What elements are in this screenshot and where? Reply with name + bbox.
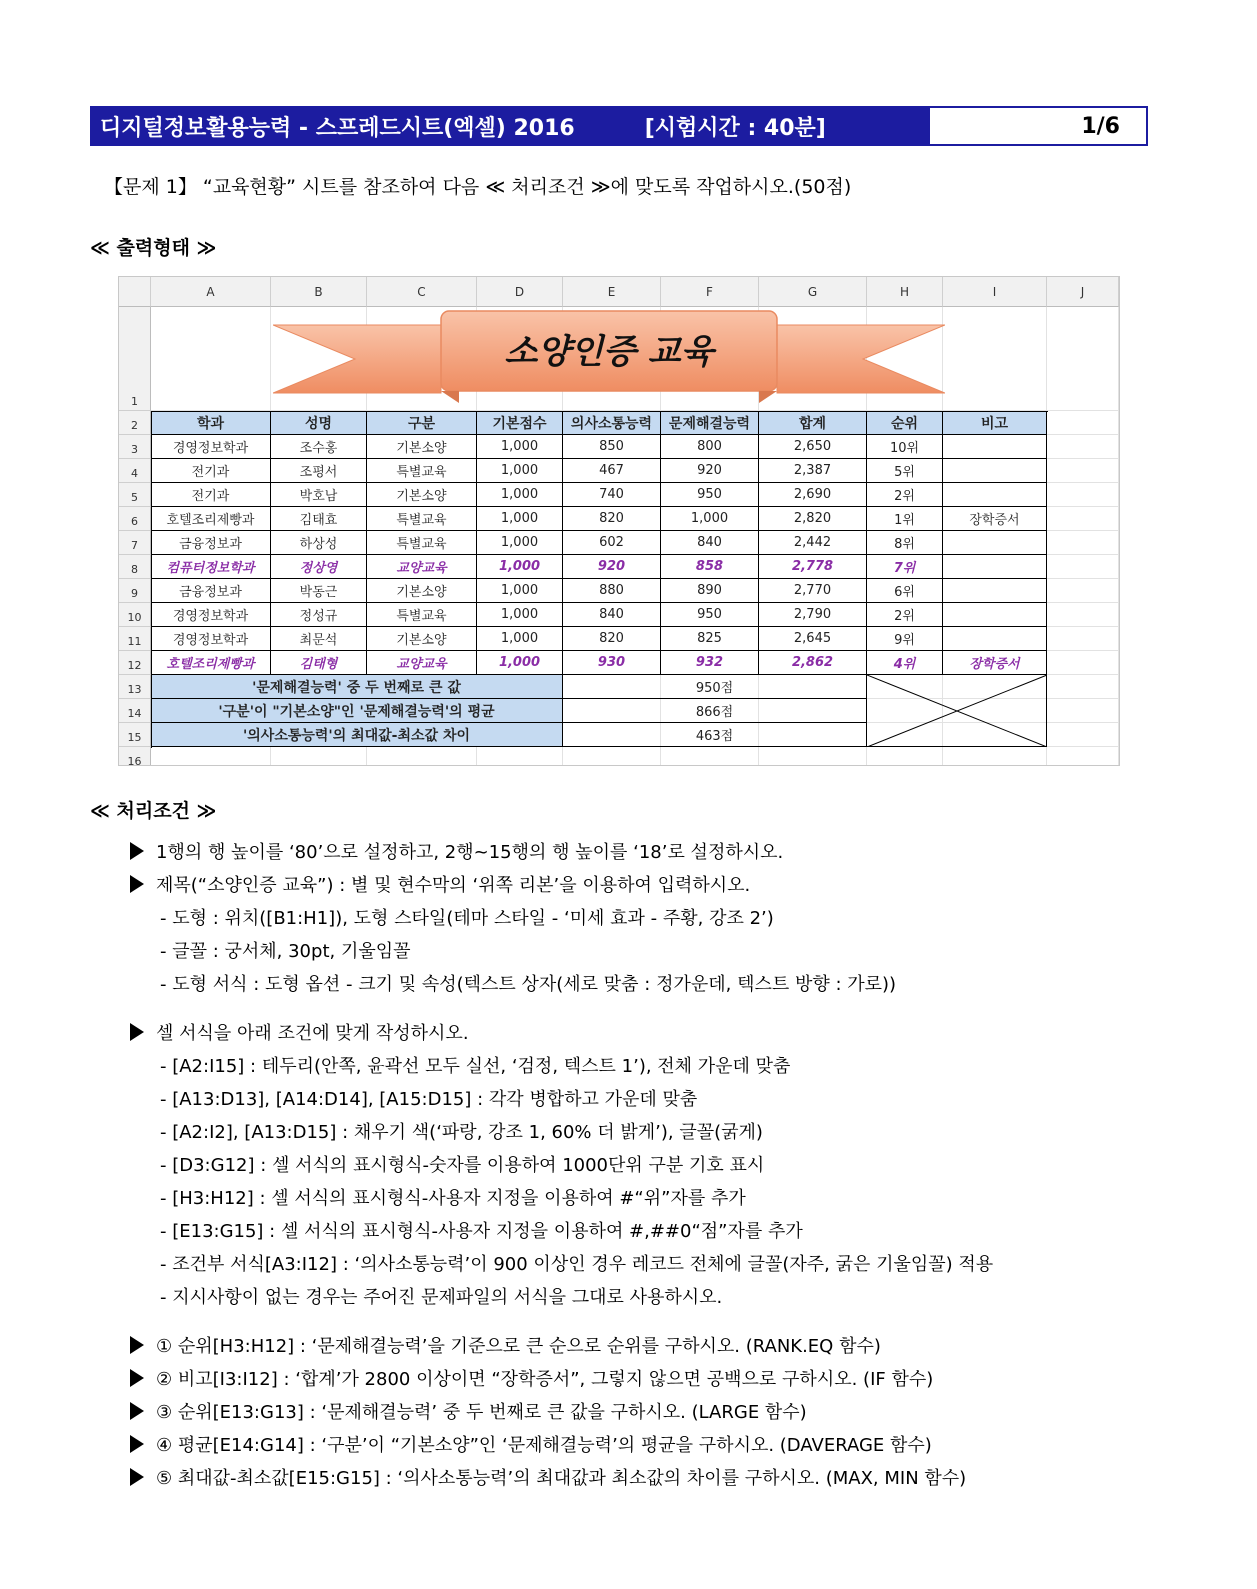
bullet-triangle-icon	[130, 1336, 144, 1354]
data-cell[interactable]: 장학증서	[943, 507, 1047, 531]
condition-text: - [A2:I2], [A13:D15] : 채우기 색(‘파랑, 강조 1, 60% 더 밝게’), 글꼴(굵게)	[160, 1122, 763, 1143]
data-cell[interactable]: 7위	[867, 555, 943, 579]
data-cell[interactable]: 1,000	[477, 579, 563, 603]
data-cell[interactable]: 하상성	[271, 531, 367, 555]
data-cell[interactable]: 1,000	[477, 531, 563, 555]
condition-text: ④ 평균[E14:G14] : ‘구분’이 “기본소양”인 ‘문제해결능력’의 평균을 구하시오. (DAVERAGE 함수)	[156, 1435, 932, 1456]
column-header-C[interactable]: C	[367, 277, 477, 307]
exam-time: [시험시간 : 40분]	[644, 115, 826, 141]
data-cell[interactable]: 경영정보학과	[151, 435, 271, 459]
data-cell[interactable]: 호텔조리제빵과	[151, 651, 271, 675]
ribbon-title-shape	[273, 307, 945, 411]
data-cell[interactable]: 김태형	[271, 651, 367, 675]
data-cell[interactable]: 2,790	[759, 603, 867, 627]
page-number: 1/6	[1081, 113, 1120, 139]
row-header-6[interactable]: 6	[119, 507, 151, 531]
row-header-8[interactable]: 8	[119, 555, 151, 579]
column-header-I[interactable]: I	[943, 277, 1047, 307]
condition-text: ③ 순위[E13:G13] : ‘문제해결능력’ 중 두 번째로 큰 값을 구하시오. (LARGE 함수)	[156, 1402, 807, 1423]
data-cell[interactable]: 기본소양	[367, 579, 477, 603]
condition-text: 1행의 행 높이를 ‘80’으로 설정하고, 2행~15행의 행 높이를 ‘18’로 설정하시오.	[156, 842, 784, 863]
data-cell[interactable]	[943, 459, 1047, 483]
data-cell[interactable]: 2위	[867, 483, 943, 507]
bullet-triangle-icon	[130, 842, 144, 860]
condition-subitem	[160, 970, 896, 996]
condition-subitem	[160, 1184, 746, 1210]
column-header-E[interactable]: E	[563, 277, 661, 307]
data-cell[interactable]: 825	[661, 627, 759, 651]
data-cell[interactable]: 2,690	[759, 483, 867, 507]
data-cell[interactable]: 박호남	[271, 483, 367, 507]
data-cell[interactable]: 2,862	[759, 651, 867, 675]
data-cell[interactable]: 기본소양	[367, 483, 477, 507]
data-cell[interactable]: 920	[661, 459, 759, 483]
blank-x-box	[867, 675, 1047, 747]
condition-item	[130, 1431, 932, 1457]
data-cell[interactable]: 9위	[867, 627, 943, 651]
row-header-15[interactable]: 15	[119, 723, 151, 747]
data-cell[interactable]	[943, 483, 1047, 507]
data-cell[interactable]: 2,387	[759, 459, 867, 483]
data-cell[interactable]: 800	[661, 435, 759, 459]
data-cell[interactable]: 850	[563, 435, 661, 459]
condition-subitem	[160, 937, 411, 963]
summary-value[interactable]: 463점	[563, 723, 867, 747]
column-header-D[interactable]: D	[477, 277, 563, 307]
data-cell[interactable]: 김태효	[271, 507, 367, 531]
data-cell[interactable]: 820	[563, 627, 661, 651]
condition-item	[130, 1464, 966, 1490]
condition-text: - [D3:G12] : 셀 서식의 표시형식-숫자를 이용하여 1000단위 구분 기호 표시	[160, 1155, 765, 1176]
data-cell[interactable]: 경영정보학과	[151, 627, 271, 651]
spreadsheet	[118, 276, 1120, 766]
column-header-F[interactable]: F	[661, 277, 759, 307]
summary-value[interactable]: 950점	[563, 675, 867, 699]
data-cell[interactable]: 1,000	[477, 459, 563, 483]
summary-value[interactable]: 866점	[563, 699, 867, 723]
data-cell[interactable]: 장학증서	[943, 651, 1047, 675]
row-header-3[interactable]: 3	[119, 435, 151, 459]
condition-text: ① 순위[H3:H12] : ‘문제해결능력’을 기준으로 큰 순으로 순위를 구하시오. (RANK.EQ 함수)	[156, 1336, 881, 1357]
condition-subitem	[160, 1217, 803, 1243]
data-cell[interactable]: 전기과	[151, 483, 271, 507]
bullet-triangle-icon	[130, 1369, 144, 1387]
row-header-4[interactable]: 4	[119, 459, 151, 483]
data-cell[interactable]	[943, 555, 1047, 579]
data-cell[interactable]	[943, 531, 1047, 555]
data-cell[interactable]: 정성규	[271, 603, 367, 627]
data-cell[interactable]: 10위	[867, 435, 943, 459]
bullet-triangle-icon	[130, 1402, 144, 1420]
data-cell[interactable]: 2위	[867, 603, 943, 627]
row-header-5[interactable]: 5	[119, 483, 151, 507]
data-cell[interactable]: 880	[563, 579, 661, 603]
condition-item	[130, 1398, 807, 1424]
data-cell[interactable]: 1,000	[477, 483, 563, 507]
condition-text: - [E13:G15] : 셀 서식의 표시형식-사용자 지정을 이용하여 #,##0“점”자를 추가	[160, 1221, 803, 1242]
sheet-corner[interactable]	[119, 277, 151, 307]
data-cell[interactable]: 840	[661, 531, 759, 555]
data-cell[interactable]: 교양교육	[367, 651, 477, 675]
condition-item	[130, 838, 783, 864]
ribbon-right-tail	[777, 325, 945, 393]
header-cell[interactable]: 의사소통능력	[563, 411, 661, 435]
condition-item	[130, 871, 750, 897]
data-cell[interactable]: 8위	[867, 531, 943, 555]
data-cell[interactable]: 1,000	[477, 507, 563, 531]
row-header-2[interactable]: 2	[119, 411, 151, 435]
data-cell[interactable]: 금융정보과	[151, 579, 271, 603]
condition-text: - 도형 서식 : 도형 옵션 - 크기 및 속성(텍스트 상자(세로 맞춤 : 정가운데, 텍스트 방향 : 가로))	[160, 974, 897, 995]
data-cell[interactable]: 특별교육	[367, 507, 477, 531]
condition-subitem	[160, 1151, 764, 1177]
header-cell[interactable]: 문제해결능력	[661, 411, 759, 435]
data-cell[interactable]	[943, 627, 1047, 651]
data-cell[interactable]: 840	[563, 603, 661, 627]
data-cell[interactable]: 602	[563, 531, 661, 555]
data-cell[interactable]: 2,820	[759, 507, 867, 531]
data-cell[interactable]: 특별교육	[367, 459, 477, 483]
ribbon-title-text: 소양인증 교육	[504, 332, 714, 372]
data-cell[interactable]: 467	[563, 459, 661, 483]
summary-label[interactable]: '구분'이 "기본소양"인 '문제해결능력'의 평균	[151, 699, 563, 723]
condition-subitem	[160, 1250, 993, 1276]
ribbon-left-tail	[273, 325, 441, 393]
condition-text: - [A13:D13], [A14:D14], [A15:D15] : 각각 병합하고 가운데 맞춤	[160, 1089, 698, 1110]
data-cell[interactable]: 경영정보학과	[151, 603, 271, 627]
data-cell[interactable]	[943, 435, 1047, 459]
header-cell[interactable]: 성명	[271, 411, 367, 435]
data-cell[interactable]: 금융정보과	[151, 531, 271, 555]
bullet-triangle-icon	[130, 1468, 144, 1486]
question-text: 【문제 1】 “교육현황” 시트를 참조하여 다음 ≪ 처리조건 ≫에 맞도록 작업하시오.(50점)	[104, 176, 852, 198]
row-header-12[interactable]: 12	[119, 651, 151, 675]
data-cell[interactable]: 기본소양	[367, 627, 477, 651]
header-cell[interactable]: 학과	[151, 411, 271, 435]
data-cell[interactable]: 4위	[867, 651, 943, 675]
data-cell[interactable]: 950	[661, 483, 759, 507]
data-cell[interactable]: 1,000	[477, 651, 563, 675]
data-cell[interactable]: 전기과	[151, 459, 271, 483]
data-cell[interactable]: 특별교육	[367, 603, 477, 627]
data-cell[interactable]: 1,000	[661, 507, 759, 531]
condition-item	[130, 1019, 469, 1045]
header-cell[interactable]: 구분	[367, 411, 477, 435]
exam-title: 디지털정보활용능력 - 스프레드시트(엑셀) 2016	[100, 115, 575, 141]
row-header-11[interactable]: 11	[119, 627, 151, 651]
column-header-B[interactable]: B	[271, 277, 367, 307]
condition-text: - 글꼴 : 궁서체, 30pt, 기울임꼴	[160, 941, 411, 962]
exam-title-area	[92, 108, 930, 144]
data-cell[interactable]: 조평서	[271, 459, 367, 483]
data-cell[interactable]: 특별교육	[367, 531, 477, 555]
data-cell[interactable]: 2,442	[759, 531, 867, 555]
data-cell[interactable]: 950	[661, 603, 759, 627]
data-cell[interactable]: 컴퓨터정보학과	[151, 555, 271, 579]
column-header-G[interactable]: G	[759, 277, 867, 307]
ribbon-fold-right	[759, 391, 777, 403]
data-cell[interactable]: 1위	[867, 507, 943, 531]
data-cell[interactable]: 2,645	[759, 627, 867, 651]
condition-item	[130, 1365, 933, 1391]
summary-label[interactable]: '의사소통능력'의 최대값-최소값 차이	[151, 723, 563, 747]
data-cell[interactable]: 교양교육	[367, 555, 477, 579]
data-cell[interactable]: 호텔조리제빵과	[151, 507, 271, 531]
condition-text: 셀 서식을 아래 조건에 맞게 작성하시오.	[156, 1023, 469, 1044]
data-cell[interactable]: 2,770	[759, 579, 867, 603]
header-cell[interactable]: 비고	[943, 411, 1047, 435]
column-header-H[interactable]: H	[867, 277, 943, 307]
data-cell[interactable]	[943, 603, 1047, 627]
condition-subitem	[160, 1283, 722, 1309]
header-cell[interactable]: 합계	[759, 411, 867, 435]
data-cell[interactable]: 조수홍	[271, 435, 367, 459]
exam-header	[90, 106, 1148, 146]
conditions-heading: ≪ 처리조건 ≫	[90, 800, 217, 822]
output-heading: ≪ 출력형태 ≫	[90, 237, 217, 259]
data-cell[interactable]: 2,650	[759, 435, 867, 459]
gridline	[1118, 307, 1119, 766]
data-cell[interactable]: 890	[661, 579, 759, 603]
row-header-1[interactable]: 1	[119, 307, 151, 411]
data-cell[interactable]: 858	[661, 555, 759, 579]
data-cell[interactable]	[943, 579, 1047, 603]
column-header-A[interactable]: A	[151, 277, 271, 307]
data-cell[interactable]: 740	[563, 483, 661, 507]
condition-text: - [H3:H12] : 셀 서식의 표시형식-사용자 지정을 이용하여 #“위”자를 추가	[160, 1188, 746, 1209]
condition-text: - 도형 : 위치([B1:H1]), 도형 스타일(테마 스타일 - ‘미세 효과 - 주황, 강조 2’)	[160, 908, 774, 929]
data-cell[interactable]: 6위	[867, 579, 943, 603]
data-cell[interactable]: 932	[661, 651, 759, 675]
header-cell[interactable]: 순위	[867, 411, 943, 435]
condition-text: ② 비고[I3:I12] : ‘합계’가 2800 이상이면 “장학증서”, 그렇지 않으면 공백으로 구하시오. (IF 함수)	[156, 1369, 934, 1390]
data-cell[interactable]: 정상영	[271, 555, 367, 579]
data-cell[interactable]: 820	[563, 507, 661, 531]
condition-item	[130, 1332, 881, 1358]
condition-subitem	[160, 1085, 697, 1111]
data-cell[interactable]: 920	[563, 555, 661, 579]
data-cell[interactable]: 5위	[867, 459, 943, 483]
data-cell[interactable]: 1,000	[477, 555, 563, 579]
condition-subitem	[160, 1118, 763, 1144]
condition-subitem	[160, 904, 774, 930]
bullet-triangle-icon	[130, 1435, 144, 1453]
header-cell[interactable]: 기본점수	[477, 411, 563, 435]
data-cell[interactable]: 930	[563, 651, 661, 675]
condition-text: - 조건부 서식[A3:I12] : ‘의사소통능력’이 900 이상인 경우 레코드 전체에 글꼴(자주, 굵은 기울임꼴) 적용	[160, 1254, 994, 1275]
row-header-9[interactable]: 9	[119, 579, 151, 603]
data-cell[interactable]: 2,778	[759, 555, 867, 579]
ribbon-fold-left	[441, 391, 459, 403]
data-cell[interactable]: 1,000	[477, 603, 563, 627]
bullet-triangle-icon	[130, 875, 144, 893]
condition-text: - 지시사항이 없는 경우는 주어진 문제파일의 서식을 그대로 사용하시오.	[160, 1287, 723, 1308]
condition-text: 제목(“소양인증 교육”) : 별 및 현수막의 ‘위쪽 리본’을 이용하여 입력하시오.	[156, 875, 751, 896]
data-cell[interactable]: 기본소양	[367, 435, 477, 459]
row-header-10[interactable]: 10	[119, 603, 151, 627]
column-header-J[interactable]: J	[1047, 277, 1119, 307]
row-header-14[interactable]: 14	[119, 699, 151, 723]
data-cell[interactable]: 1,000	[477, 435, 563, 459]
row-header-13[interactable]: 13	[119, 675, 151, 699]
condition-subitem	[160, 1052, 790, 1078]
condition-text: ⑤ 최대값-최소값[E15:G15] : ‘의사소통능력’의 최대값과 최소값의 차이를 구하시오. (MAX, MIN 함수)	[156, 1468, 967, 1489]
summary-label[interactable]: '문제해결능력' 중 두 번째로 큰 값	[151, 675, 563, 699]
condition-text: - [A2:I15] : 테두리(안쪽, 윤곽선 모두 실선, ‘검정, 텍스트 1’), 전체 가운데 맞춤	[160, 1056, 791, 1077]
row-header-7[interactable]: 7	[119, 531, 151, 555]
data-cell[interactable]: 1,000	[477, 627, 563, 651]
data-cell[interactable]: 최문석	[271, 627, 367, 651]
data-cell[interactable]: 박동근	[271, 579, 367, 603]
bullet-triangle-icon	[130, 1023, 144, 1041]
row-header-16[interactable]: 16	[119, 747, 151, 766]
